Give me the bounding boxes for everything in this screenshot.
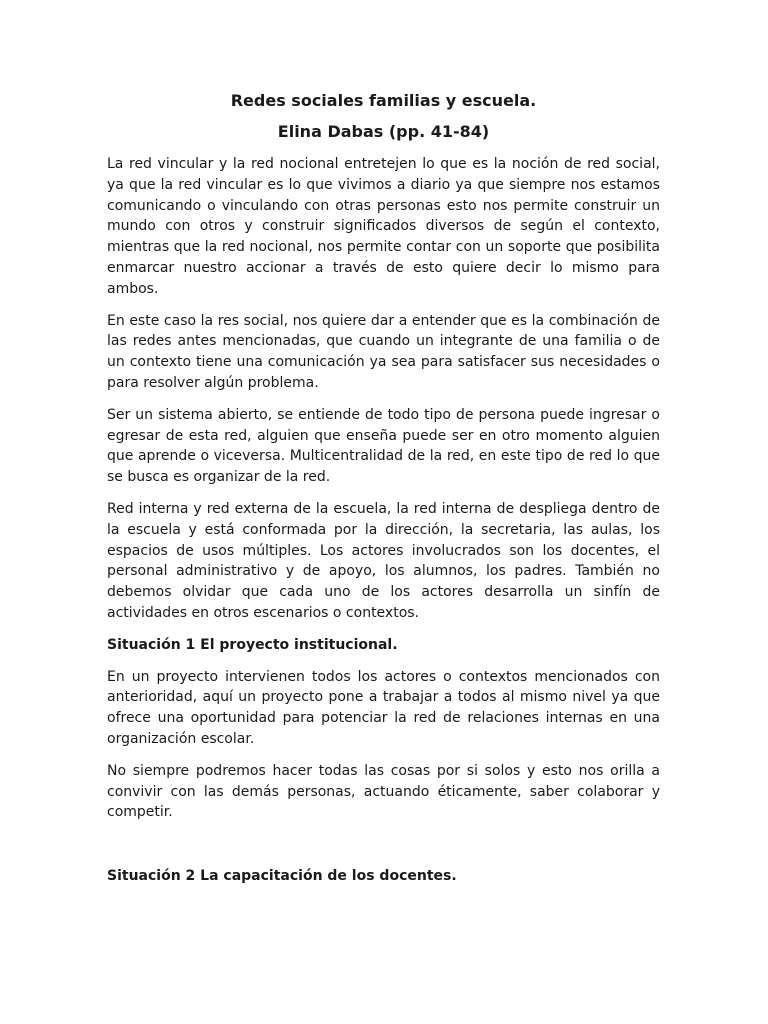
section-heading-situacion-1: Situación 1 El proyecto institucional. [107, 636, 398, 653]
document-subtitle: Elina Dabas (pp. 41-84) [277, 122, 490, 141]
document-title: Redes sociales familias y escuela. [230, 91, 537, 110]
paragraph-proyecto: En un proyecto intervienen todos los actores o contextos mencionados con anterioridad, aquí un proyecto pone a trabajar a todos al mismo nivel ya que ofrece una oportunidad para potenciar la red de relaciones internas en una organización escolar. [107, 668, 660, 747]
paragraph-red-vincular: La red vincular y la red nocional entretejen lo que es la noción de red social, ya que la red vincular es lo que vivimos a diario ya que siempre nos estamos comunicando o vinculando con otras personas esto nos permite construir un mundo con otros y construir significados diversos de según el contexto, mientras que la red nocional, nos permite contar con un soporte que posibilita enmarcar nuestro accionar a través de esto quiere decir lo mismo para ambos. [107, 156, 660, 297]
document-page [107, 90, 660, 898]
paragraph-sistema-abierto: Ser un sistema abierto, se entiende de todo tipo de persona puede ingresar o egresar de esta red, alguien que enseña puede ser en otro momento alguien que aprende o viceversa. Multicentralidad de la red, en este tipo de red lo que se busca es organizar de la red. [107, 406, 660, 486]
paragraph-red-social: En este caso la res social, nos quiere dar a entender que es la combinación de las redes antes mencionadas, que cuando un integrante de una familia o de un contexto tiene una comunicación ya sea para satisfacer sus necesidades o para resolver algún problema. [107, 312, 660, 391]
section-heading-situacion-2: Situación 2 La capacitación de los docentes. [107, 868, 457, 885]
paragraph-convivir: No siempre podremos hacer todas las cosas por si solos y esto nos orilla a convivir con las demás personas, actuando éticamente, saber colaborar y competir. [107, 762, 660, 821]
blank-line [107, 834, 660, 866]
paragraph-red-interna: Red interna y red externa de la escuela, la red interna de despliega dentro de la escuela y está conformada por la dirección, la secretaria, las aulas, los espacios de usos múltiples. Los actores involucrados son los docentes, el personal administrativo y de apoyo, los alumnos, los padres. También no debemos olvidar que cada uno de los actores desarrolla un sinfín de actividades en otros escenarios o contextos. [107, 500, 660, 621]
